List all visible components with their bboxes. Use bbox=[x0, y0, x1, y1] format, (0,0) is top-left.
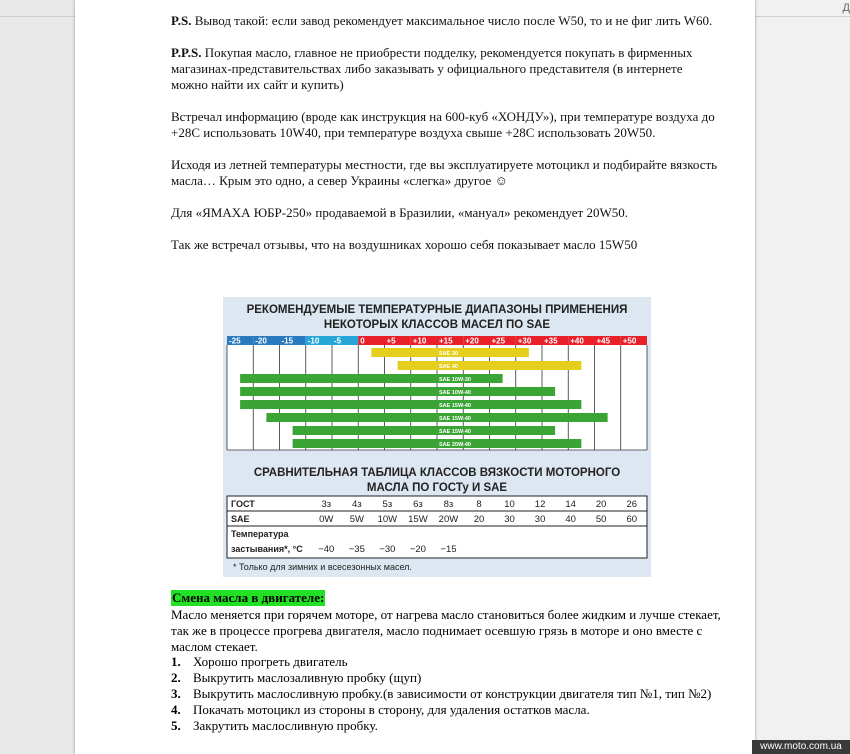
yamaha-paragraph: Для «ЯМАХА ЮБР-250» продаваемой в Бразилии, «мануал» рекомендует 20W50. bbox=[171, 205, 628, 220]
table-cell: 15W bbox=[408, 514, 428, 525]
oil-range-label: SAE 20W-40 bbox=[439, 442, 471, 448]
table-cell: −15 bbox=[440, 544, 457, 555]
table-cell: 20W bbox=[438, 514, 459, 525]
table-cell: 50 bbox=[595, 514, 607, 525]
x-tick-label: +15 bbox=[439, 336, 453, 346]
table-cell: 30 bbox=[534, 514, 546, 525]
figure-footnote: * Только для зимних и всесезонных масел. bbox=[233, 562, 412, 572]
climate-paragraph: Исходя из летней температуры местности, где вы эксплуатируете мотоцикл и подбирайте вязкость масла… Крым это одно, а север Украины «слегка» другое ☺ bbox=[171, 157, 718, 188]
viscosity-table bbox=[227, 496, 647, 558]
table-cell: 12 bbox=[534, 499, 546, 510]
step-number: 4. bbox=[171, 702, 181, 717]
x-tick-label: +45 bbox=[596, 336, 611, 346]
oil-range-label: SAE 10W-40 bbox=[439, 390, 471, 396]
table-row-label: Температура bbox=[231, 529, 289, 539]
x-tick-label: +10 bbox=[412, 336, 427, 346]
table-row-label: SAE bbox=[231, 514, 250, 524]
table-cell: 8 bbox=[476, 499, 482, 510]
oil-figure bbox=[223, 297, 651, 577]
table-cell: 6з bbox=[413, 499, 423, 510]
step-text: Выкрутить маслосливную пробку.(в зависимости от конструкции двигателя тип №1, тип №2) bbox=[193, 686, 712, 701]
site-watermark: www.moto.com.ua bbox=[752, 740, 850, 754]
honda-paragraph: Встречал информацию (вроде как инструкция на 600-куб «ХОНДУ»), при температуре воздуха до +28С использовать 10W40, при температуре воздуха свыше +28С использовать 20W50. bbox=[171, 109, 715, 140]
pps-label: P.P.S. bbox=[171, 45, 202, 60]
corner-text: Д bbox=[842, 2, 850, 14]
step-text: Выкрутить маслозаливную пробку (щуп) bbox=[193, 670, 422, 685]
step-item bbox=[171, 654, 731, 670]
oil-range-label: SAE 15W-40 bbox=[439, 416, 471, 422]
x-tick-label: +5 bbox=[386, 336, 396, 346]
step-text: Закрутить маслосливную пробку. bbox=[193, 718, 378, 733]
oil-range-label: SAE 10W-30 bbox=[439, 377, 471, 383]
table-cell: 10W bbox=[377, 514, 398, 525]
table-cell: 60 bbox=[626, 514, 638, 525]
step-item bbox=[171, 702, 731, 718]
oil-range-bar bbox=[266, 413, 607, 422]
table-cell: 10 bbox=[504, 499, 515, 510]
pps-paragraph bbox=[171, 45, 721, 93]
table-cell: 40 bbox=[565, 514, 576, 525]
x-tick-label: +50 bbox=[622, 336, 637, 346]
x-tick-label: +30 bbox=[517, 336, 532, 346]
x-tick-label: -5 bbox=[334, 336, 342, 346]
table-cell: 8з bbox=[443, 499, 454, 510]
x-tick-label: -15 bbox=[281, 336, 294, 346]
oil-range-label: SAE 40 bbox=[439, 364, 458, 370]
step-item bbox=[171, 670, 731, 686]
step-item bbox=[171, 718, 731, 734]
document-body bbox=[171, 13, 721, 269]
table-cell: −40 bbox=[318, 544, 335, 555]
step-number: 3. bbox=[171, 686, 181, 701]
table-title-line2: МАСЛА ПО ГОСТу И SAE bbox=[366, 482, 508, 494]
table-cell: 30 bbox=[504, 514, 515, 525]
chart-title-line1: РЕКОМЕНДУЕМЫЕ ТЕМПЕРАТУРНЫЕ ДИАПАЗОНЫ ПРИМЕНЕНИЯ bbox=[246, 304, 628, 316]
table-cell: 0W bbox=[319, 514, 334, 525]
table-cell: −20 bbox=[409, 544, 426, 555]
oil-change-intro: Масло меняется при горячем моторе, от нагрева масло становиться более жидким и лучше стекает, так же в процессе прогрева двигателя, масло поднимает осевшую грязь в моторе и оно вместе с маслом стекает. bbox=[171, 607, 721, 654]
table-cell: 20 bbox=[473, 514, 485, 525]
table-cell: 5з bbox=[382, 499, 393, 510]
oil-change-steps bbox=[171, 654, 731, 734]
ps-text: Вывод такой: если завод рекомендует максимальное число после W50, то и не фиг лить W60. bbox=[191, 13, 713, 28]
temperature-scale bbox=[227, 336, 647, 346]
table-title-line1: СРАВНИТЕЛЬНАЯ ТАБЛИЦА КЛАССОВ ВЯЗКОСТИ МОТОРНОГО bbox=[253, 467, 621, 479]
window-right-strip bbox=[754, 0, 850, 754]
x-tick-label: -25 bbox=[229, 336, 241, 346]
table-cell: −35 bbox=[348, 544, 365, 555]
oil-range-bar bbox=[240, 387, 555, 396]
table-cell: 5W bbox=[349, 514, 364, 525]
table-cell: 4з bbox=[351, 499, 362, 510]
x-tick-label: +40 bbox=[570, 336, 584, 346]
step-item bbox=[171, 686, 731, 702]
table-cell: 20 bbox=[595, 499, 607, 510]
oil-figure-svg bbox=[223, 297, 651, 577]
table-row-label: ГОСТ bbox=[231, 499, 255, 509]
table-cell: −30 bbox=[379, 544, 396, 555]
table-cell: 26 bbox=[626, 499, 638, 510]
x-tick-label: +25 bbox=[491, 336, 506, 346]
step-number: 2. bbox=[171, 670, 181, 685]
section-title: Смена масла в двигателе: bbox=[172, 590, 325, 605]
ps-paragraph bbox=[171, 13, 721, 29]
oil-range-label: SAE 15W-40 bbox=[439, 429, 471, 435]
step-number: 1. bbox=[171, 654, 181, 669]
oil-range-bar bbox=[293, 439, 582, 448]
x-tick-label: 0 bbox=[360, 336, 365, 346]
chart-title-line2: НЕКОТОРЫХ КЛАССОВ МАСЕЛ ПО SAE bbox=[323, 319, 551, 331]
step-text: Покачать мотоцикл из стороны в сторону, для удаления остатков масла. bbox=[193, 702, 590, 717]
document-page bbox=[75, 0, 755, 754]
ps-label: P.S. bbox=[171, 13, 192, 28]
oil-range-bar bbox=[240, 400, 581, 409]
step-text: Хорошо прогреть двигатель bbox=[193, 654, 348, 669]
table-row-label: застывания*, °С bbox=[231, 544, 303, 554]
pps-text: Покупая масло, главное не приобрести подделку, рекомендуется покупать в фирменных магазинах-представительствах либо заказывать у официального представителя (в интернете можно найти их сайт и купить) bbox=[171, 45, 693, 92]
oil-range-label: SAE 15W-40 bbox=[439, 403, 471, 409]
oil-range-bar bbox=[398, 361, 582, 370]
x-tick-label: +20 bbox=[465, 336, 479, 346]
reviews-paragraph: Так же встречал отзывы, что на воздушниках хорошо себя показывает масло 15W50 bbox=[171, 237, 638, 252]
x-tick-label: -10 bbox=[307, 336, 320, 346]
table-cell: 14 bbox=[565, 499, 576, 510]
step-number: 5. bbox=[171, 718, 181, 733]
oil-range-label: SAE 30 bbox=[439, 351, 458, 357]
x-tick-label: +35 bbox=[544, 336, 558, 346]
x-tick-label: -20 bbox=[255, 336, 267, 346]
oil-range-bar bbox=[293, 426, 556, 435]
table-cell: 3з bbox=[321, 499, 332, 510]
